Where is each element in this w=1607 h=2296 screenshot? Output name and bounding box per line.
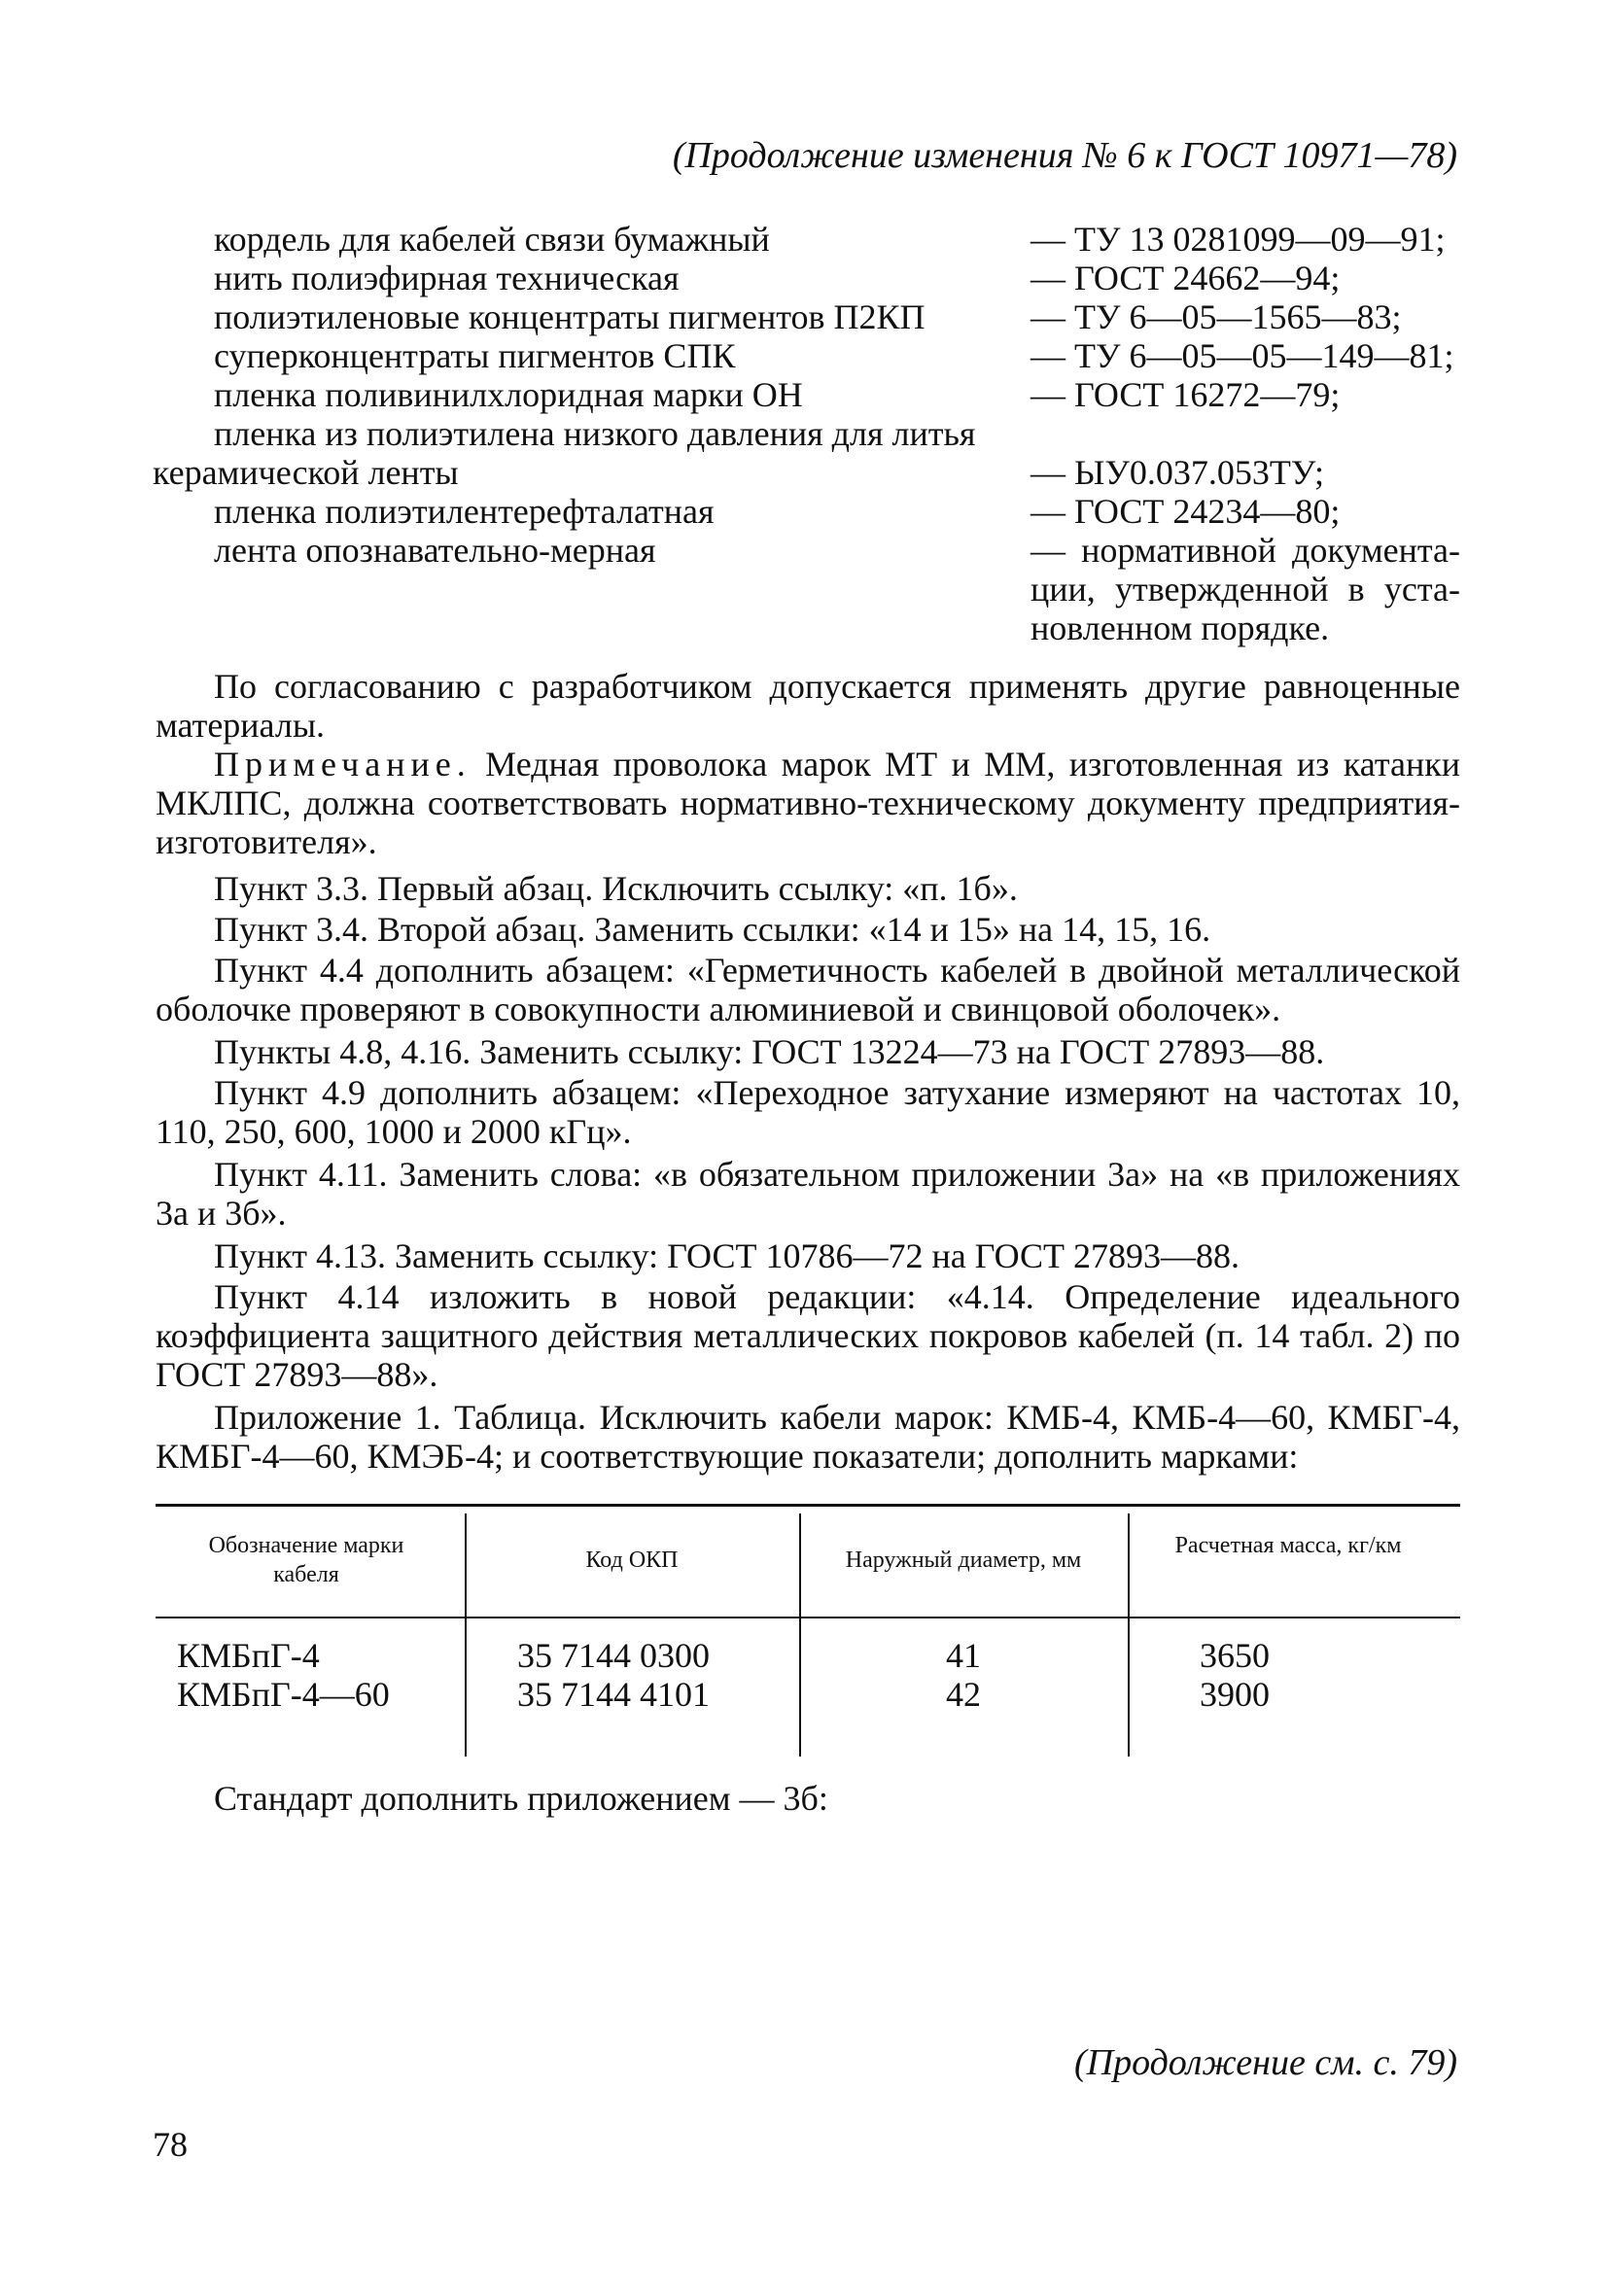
material-row (0, 220, 1607, 259)
paragraph-note (156, 745, 1460, 861)
material-name: пленка полиэтилентерефталатная (214, 492, 715, 531)
table-cell: КМБпГ-4—60 (177, 1675, 390, 1714)
material-row (0, 297, 1607, 336)
material-standard: новленном порядке. (1031, 609, 1330, 647)
table-header-cell: Обозначение марки кабеля (208, 1533, 404, 1587)
paragraph-equivalent-materials: По согласованию с разработчиком допускается применять другие равноценные материалы. (156, 667, 1460, 745)
material-row (0, 531, 1607, 570)
material-standard: — нормативной документа- (1031, 531, 1460, 570)
material-name: лента опознавательно-мерная (214, 531, 656, 570)
material-row (0, 414, 1607, 453)
paragraph-item-4-9: Пункт 4.9 дополнить абзацем: «Переходное затухание измеряют на частотах 10, 110, 250, 600, 1000 и 2000 кГц». (156, 1073, 1460, 1151)
material-name: кордель для кабелей связи бумажный (214, 220, 770, 259)
table-header-rule (156, 1617, 1460, 1618)
table-header-cell: Расчетная масса, кг/км (1174, 1533, 1402, 1558)
material-name: полиэтиленовые концентраты пигментов П2КП (214, 297, 926, 336)
material-standard: — ГОСТ 24662—94; (1031, 259, 1341, 297)
table-cell: 35 7144 4101 (517, 1675, 710, 1714)
material-row (0, 375, 1607, 414)
material-name: нить полиэфирная техническая (214, 259, 680, 297)
material-standard: — ЫУ0.037.053ТУ; (1031, 453, 1324, 492)
materials-list (0, 220, 1607, 647)
paragraph-item-3-3: Пункт 3.3. Первый абзац. Исключить ссылку: «п. 1б». (214, 869, 1018, 908)
material-row (0, 609, 1607, 647)
note-text: Медная проволока марок МТ и ММ, изготовленная из катанки МКЛПС, должна соответствовать нормативно-техническому документу предприятия-изготовителя». (156, 745, 1460, 861)
table-cell: 41 (946, 1636, 981, 1675)
material-row (0, 453, 1607, 492)
page-number: 78 (153, 2125, 188, 2164)
paragraph-appendix-3b: Стандарт дополнить приложением — 3б: (214, 1779, 828, 1818)
table-column-divider (1128, 1513, 1130, 1757)
cable-marks-table (156, 1504, 1460, 1758)
continuation-header: (Продолжение изменения № 6 к ГОСТ 10971—78) (672, 135, 1457, 176)
material-standard: — ТУ 13 0281099—09—91; (1031, 220, 1446, 259)
paragraph-item-4-4: Пункт 4.4 дополнить абзацем: «Герметичность кабелей в двойной металлической оболочке проверяют в совокупности алюминиевой и свинцовой оболочек». (156, 951, 1460, 1028)
material-name: пленка из полиэтилена низкого давления для литья (214, 414, 976, 453)
table-cell: 35 7144 0300 (517, 1636, 710, 1675)
table-top-rule (156, 1504, 1460, 1507)
paragraph-item-3-4: Пункт 3.4. Второй абзац. Заменить ссылки: «14 и 15» на 14, 15, 16. (214, 910, 1211, 949)
continuation-footer: (Продолжение см. с. 79) (1073, 2042, 1457, 2083)
paragraph-item-4-14: Пункт 4.14 изложить в новой редакции: «4.14. Определение идеального коэффициента защитного действия металлических покровов кабелей (п. 14 табл. 2) по ГОСТ 27893—88». (156, 1277, 1460, 1394)
paragraph-item-4-13: Пункт 4.13. Заменить ссылку: ГОСТ 10786—72 на ГОСТ 27893—88. (214, 1236, 1240, 1275)
table-cell: 42 (946, 1675, 981, 1714)
material-name: суперконцентраты пигментов СПК (214, 336, 736, 375)
material-row (0, 570, 1607, 609)
table-cell: 3650 (1200, 1636, 1270, 1675)
material-standard: — ГОСТ 24234—80; (1031, 492, 1341, 531)
material-name: пленка поливинилхлоридная марки ОН (214, 375, 803, 414)
table-cell: 3900 (1200, 1675, 1270, 1714)
table-header-cell: Наружный диаметр, мм (845, 1548, 1082, 1573)
paragraph-appendix-1: Приложение 1. Таблица. Исключить кабели марок: КМБ-4, КМБ-4—60, КМБГ-4, КМБГ-4—60, КМЭБ-4; и соответствующие показатели; дополнить марками: (156, 1398, 1460, 1476)
note-label: Примечание. (214, 745, 472, 783)
material-row (0, 492, 1607, 531)
material-standard: — ТУ 6—05—05—149—81; (1031, 336, 1454, 375)
material-row (0, 259, 1607, 297)
material-row (0, 336, 1607, 375)
table-header-cell: Код ОКП (585, 1548, 679, 1573)
material-standard: — ГОСТ 16272—79; (1031, 375, 1341, 414)
paragraph-item-4-8: Пункты 4.8, 4.16. Заменить ссылку: ГОСТ 13224—73 на ГОСТ 27893—88. (214, 1032, 1325, 1071)
material-standard: ции, утвержденной в уста- (1031, 570, 1460, 609)
table-cell: КМБпГ-4 (177, 1636, 320, 1675)
material-name: керамической ленты (153, 453, 459, 492)
paragraph-item-4-11: Пункт 4.11. Заменить слова: «в обязательном приложении 3а» на «в приложениях 3а и 3б». (156, 1155, 1460, 1233)
material-standard: — ТУ 6—05—1565—83; (1031, 297, 1402, 336)
